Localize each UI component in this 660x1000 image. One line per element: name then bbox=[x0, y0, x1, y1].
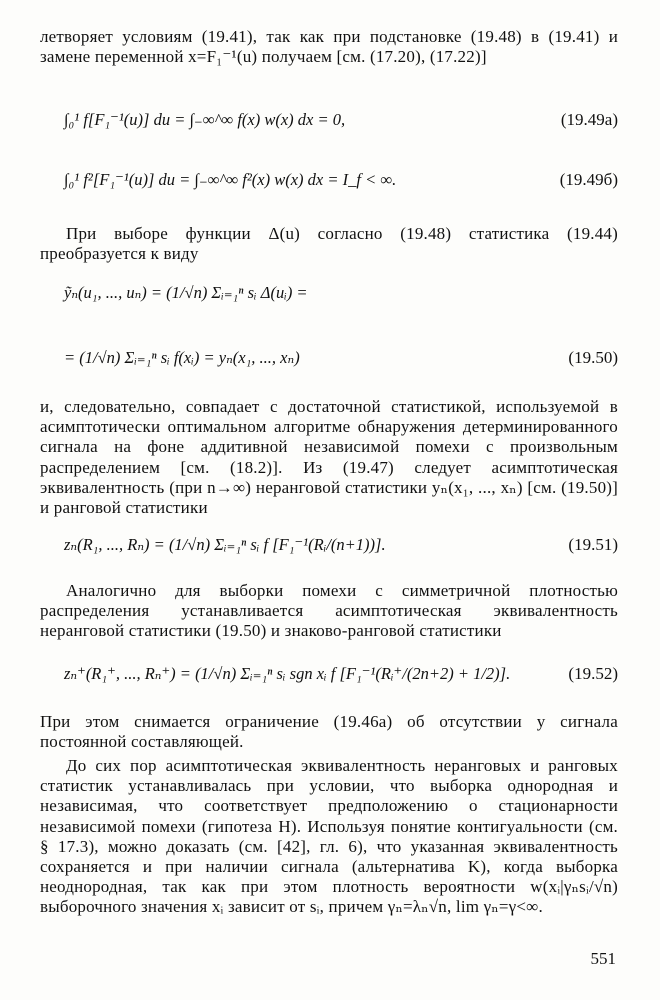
equation-19-50-line1 bbox=[40, 283, 618, 323]
paragraph-3: и, следовательно, совпадает с достаточной статистикой, используемой в асимптотически оптимальном алгоритме обнаружения детерминированного сигнала на фоне аддитивной независимой помехи с произвольным распределением [см. (18.2)]. Из (19.47) следует асимптотическая эквивалентность (при n→∞) неранговой статистики yₙ(x₁, ..., xₙ) [см. (19.50)] и ранговой статистики bbox=[40, 397, 618, 518]
equation-body: ∫₀¹ f[F₁⁻¹(u)] du = ∫₋∞^∞ f(x) w(x) dx = 0, bbox=[64, 110, 346, 129]
paragraph-1: летворяет условиям (19.41), так как при подстановке (19.48) в (19.41) и замене переменной x=F₁⁻¹(u) получаем [см. (17.20), (17.22)] bbox=[40, 27, 618, 67]
paragraph-2: При выборе функции Δ(u) согласно (19.48) статистика (19.44) преобразуется к виду bbox=[40, 224, 618, 264]
equation-body: ∫₀¹ f²[F₁⁻¹(u)] du = ∫₋∞^∞ f²(x) w(x) dx = I_f < ∞. bbox=[64, 170, 397, 189]
equation-number: (19.51) bbox=[568, 535, 618, 554]
equation-number: (19.50) bbox=[568, 348, 618, 367]
equation-body: ỹₙ(u₁, ..., uₙ) = (1/√n) Σᵢ₌₁ⁿ sᵢ Δ(uᵢ) = bbox=[64, 283, 308, 302]
paragraph-4: Аналогично для выборки помехи с симметричной плотностью распределения устанавливается асимптотическая эквивалентность неранговой статистики (19.50) и знаково-ранговой статистики bbox=[40, 581, 618, 641]
equation-number: (19.49б) bbox=[559, 170, 618, 189]
equation-number: (19.49а) bbox=[560, 110, 618, 129]
equation-19-52 bbox=[40, 664, 618, 704]
equation-19-49b bbox=[40, 170, 618, 210]
equation-body: zₙ(R₁, ..., Rₙ) = (1/√n) Σᵢ₌₁ⁿ sᵢ f [F₁⁻¹(Rᵢ/(n+1))]. bbox=[64, 535, 386, 554]
equation-number: (19.52) bbox=[568, 664, 618, 683]
page-number: 551 bbox=[590, 949, 616, 968]
paragraph-5: При этом снимается ограничение (19.46а) об отсутствии у сигнала постоянной составляющей. bbox=[40, 712, 618, 752]
paragraph-6: До сих пор асимптотическая эквивалентность неранговых и ранговых статистик устанавливалась при условии, что выборка однородная и независимая, что соответствует предположению о стационарности независимой помехи (гипотеза H). Используя понятие контигуальности (см. § 17.3), можно доказать (см. [42], гл. 6), что указанная эквивалентность сохраняется и при наличии сигнала (альтернатива K), когда выборка неоднородная, так как при этом плотность вероятности w(xᵢ|γₙsᵢ/√n) выборочного значения xᵢ зависит от sᵢ, причем γₙ=λₙ√n, lim γₙ=γ<∞. bbox=[40, 756, 618, 917]
equation-body: zₙ⁺(R₁⁺, ..., Rₙ⁺) = (1/√n) Σᵢ₌₁ⁿ sᵢ sgn xᵢ f [F₁⁻¹(Rᵢ⁺/(2n+2) + 1/2)]. bbox=[64, 664, 511, 683]
equation-19-50 bbox=[40, 348, 618, 388]
equation-19-49a bbox=[40, 110, 618, 150]
equation-19-51 bbox=[40, 535, 618, 575]
equation-body: = (1/√n) Σᵢ₌₁ⁿ sᵢ f(xᵢ) = yₙ(x₁, ..., xₙ) bbox=[64, 348, 300, 367]
